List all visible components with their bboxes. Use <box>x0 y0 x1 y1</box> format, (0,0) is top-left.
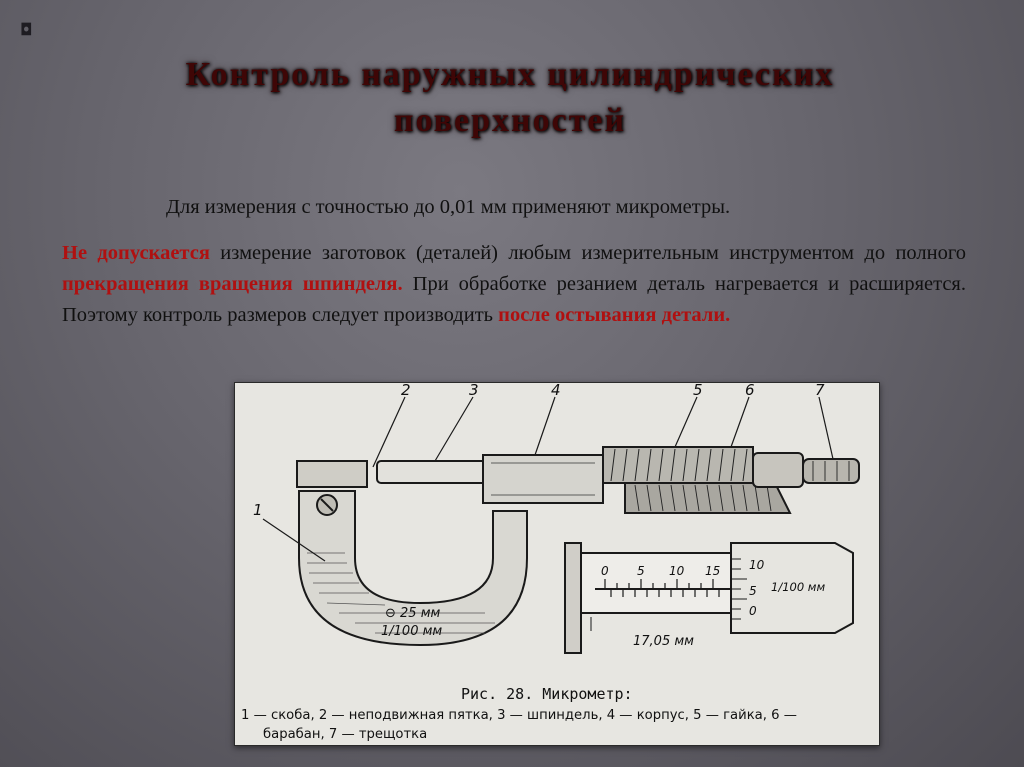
scale-tick-5: 5 <box>637 564 645 578</box>
highlight-after-cooling: после остывания детали. <box>498 304 731 326</box>
figure-legend <box>241 706 875 744</box>
thimble-tick-5: 5 <box>749 584 757 598</box>
scale-reading: 17,05 мм <box>633 634 694 649</box>
callout-6: 6 <box>745 383 755 399</box>
bullet-marker-icon: ◘ <box>20 20 33 39</box>
callout-1: 1 <box>253 501 263 519</box>
thimble-tick-0: 0 <box>749 604 757 618</box>
highlight-spindle-stop: прекращения вращения шпинделя. <box>62 273 403 295</box>
callout-7: 7 <box>815 383 825 399</box>
highlight-not-allowed: Не допускается <box>62 242 210 264</box>
callout-2: 2 <box>401 383 411 399</box>
micrometer-drawing <box>235 383 879 703</box>
micrometer-figure <box>234 382 880 746</box>
slide-title: Контроль наружных цилиндрических поверхностей <box>185 56 835 139</box>
paragraph-text-2: При обработке резанием деталь нагревается и расширяется. Поэтому контроль размеров следует производить <box>62 273 966 326</box>
legend-line-1: 1 — скоба, 2 — неподвижная пятка, 3 — шпиндель, 4 — корпус, 5 — гайка, 6 — <box>241 708 797 723</box>
intro-text: Для измерения с точностью до 0,01 мм применяют микрометры. <box>166 196 731 218</box>
thimble-tick-10: 10 <box>749 558 765 572</box>
figure-caption: Рис. 28. Микрометр: <box>461 685 633 703</box>
thimble-unit-label: 1/100 мм <box>771 580 826 594</box>
frame-label-precision: 1/100 мм <box>381 624 443 639</box>
legend-line-2: барабан, 7 — трещотка <box>263 727 428 742</box>
frame-label-size: ⊖ 25 мм <box>385 606 441 621</box>
scale-tick-0: 0 <box>601 564 609 578</box>
callout-3: 3 <box>469 383 479 399</box>
scale-tick-10: 10 <box>669 564 685 578</box>
callout-5: 5 <box>693 383 703 399</box>
scale-tick-15: 15 <box>705 564 721 578</box>
paragraph-text-1: измерение заготовок (деталей) любым измерительным инструментом до полного <box>209 242 966 264</box>
warning-paragraph <box>62 238 966 331</box>
callout-4: 4 <box>551 383 561 399</box>
